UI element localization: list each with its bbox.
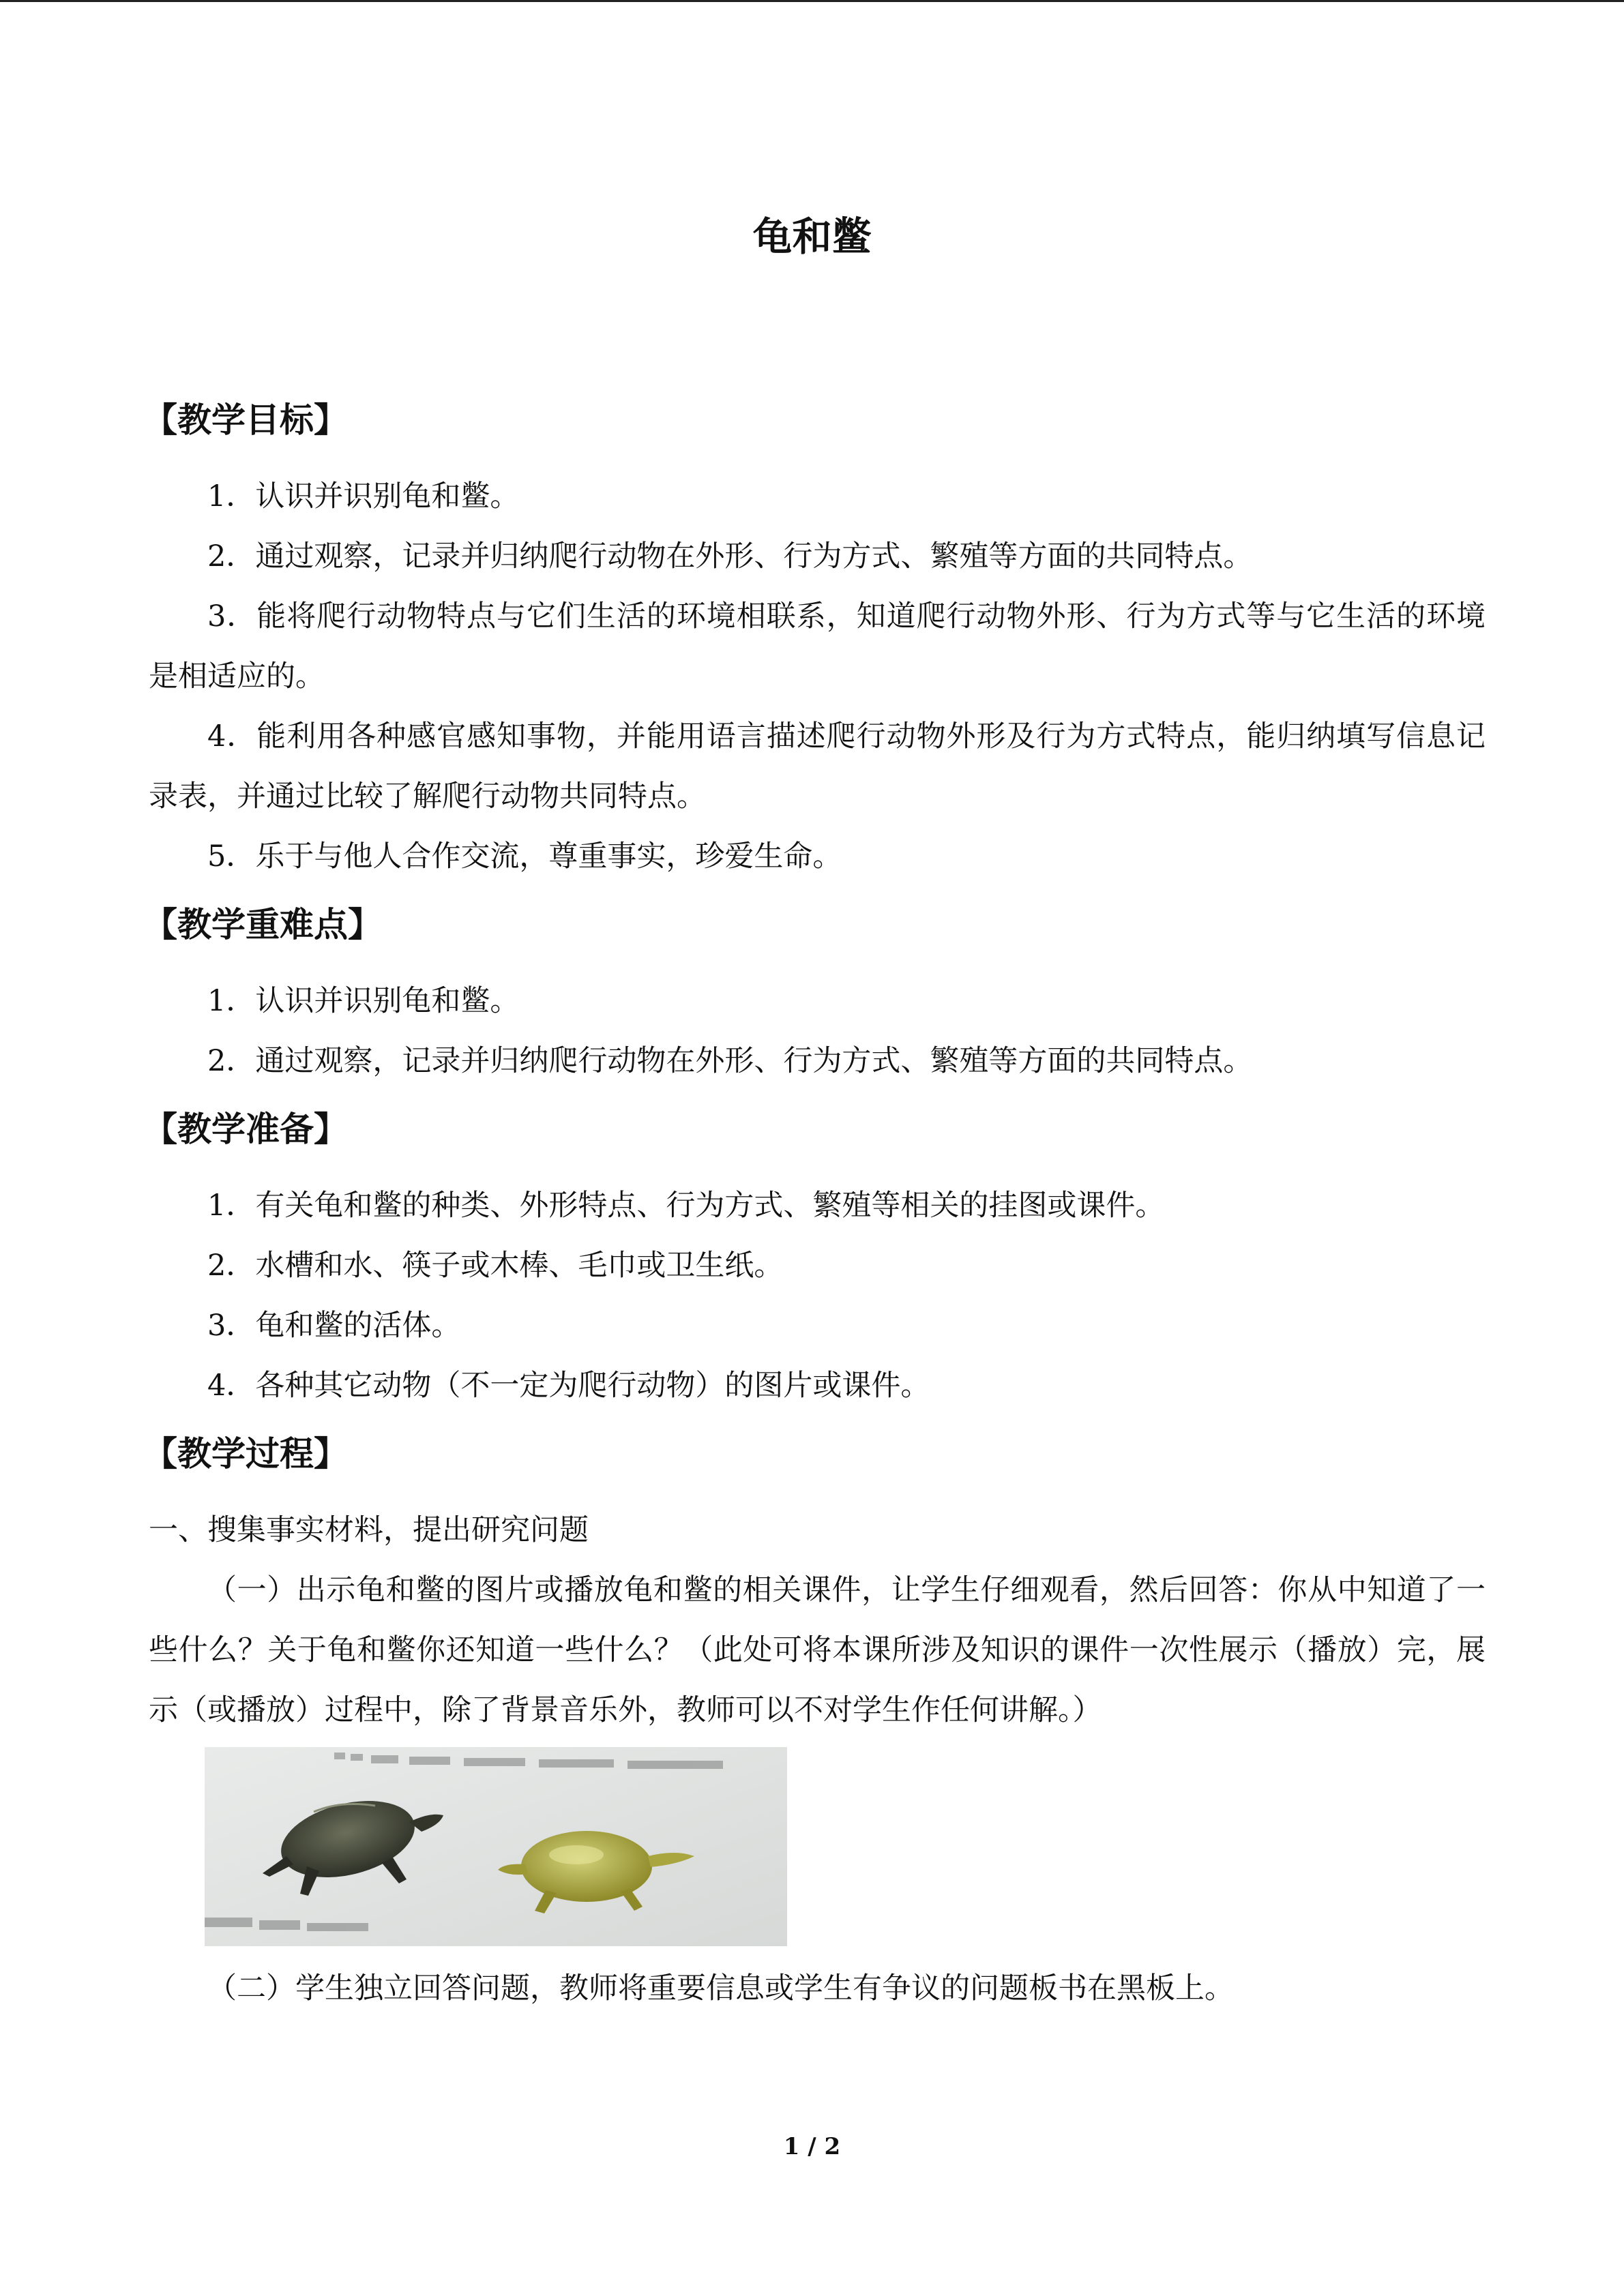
process-paragraph: （二）学生独立回答问题，教师将重要信息或学生有争议的问题板书在黑板上。 (207, 1971, 1234, 2006)
section-heading-goals: 【教学目标】 (143, 400, 348, 440)
turtle-softshell-photo (205, 1747, 787, 1946)
process-subheading: 一、搜集事实材料，提出研究问题 (149, 1513, 589, 1547)
section-heading-preparation: 【教学准备】 (143, 1109, 348, 1149)
goal-item: 1．认识并识别龟和鳖。 (207, 479, 520, 513)
goal-item: 3．能将爬行动物特点与它们生活的环境相联系，知道爬行动物外形、行为方式等与它生活的环境是相适应的。 (149, 599, 1486, 694)
preparation-item: 3．龟和鳖的活体。 (207, 1309, 461, 1343)
section-heading-key-points: 【教学重难点】 (143, 905, 382, 944)
key-point-item: 1．认识并识别龟和鳖。 (207, 984, 520, 1018)
preparation-item: 1．有关龟和鳖的种类、外形特点、行为方式、繁殖等相关的挂图或课件。 (207, 1189, 1165, 1223)
preparation-item: 2．水槽和水、筷子或木棒、毛巾或卫生纸。 (207, 1249, 784, 1283)
document-body (143, 382, 1486, 2018)
goal-item: 4．能利用各种感官感知事物，并能用语言描述爬行动物外形及行为方式特点，能归纳填写信息记录表，并通过比较了解爬行动物共同特点。 (149, 719, 1486, 814)
top-border (0, 0, 1624, 2)
page-number: 1 / 2 (783, 2133, 841, 2160)
key-point-item: 2．通过观察，记录并归纳爬行动物在外形、行为方式、繁殖等方面的共同特点。 (207, 1044, 1253, 1078)
process-paragraph: （一）出示龟和鳖的图片或播放龟和鳖的相关课件，让学生仔细观看，然后回答：你从中知道了一些什么？关于龟和鳖你还知道一些什么？（此处可将本课所涉及知识的课件一次性展示（播放）完，展示（或播放）过程中，除了背景音乐外，教师可以不对学生作任何讲解。） (149, 1573, 1486, 1727)
goal-item: 5．乐于与他人合作交流，尊重事实，珍爱生命。 (207, 839, 842, 874)
goal-item: 2．通过观察，记录并归纳爬行动物在外形、行为方式、繁殖等方面的共同特点。 (207, 539, 1253, 573)
photo-illustration (205, 1747, 787, 1946)
section-heading-process: 【教学过程】 (143, 1434, 348, 1474)
page-title: 龟和鳖 (752, 213, 872, 260)
preparation-item: 4．各种其它动物（不一定为爬行动物）的图片或课件。 (207, 1369, 930, 1403)
